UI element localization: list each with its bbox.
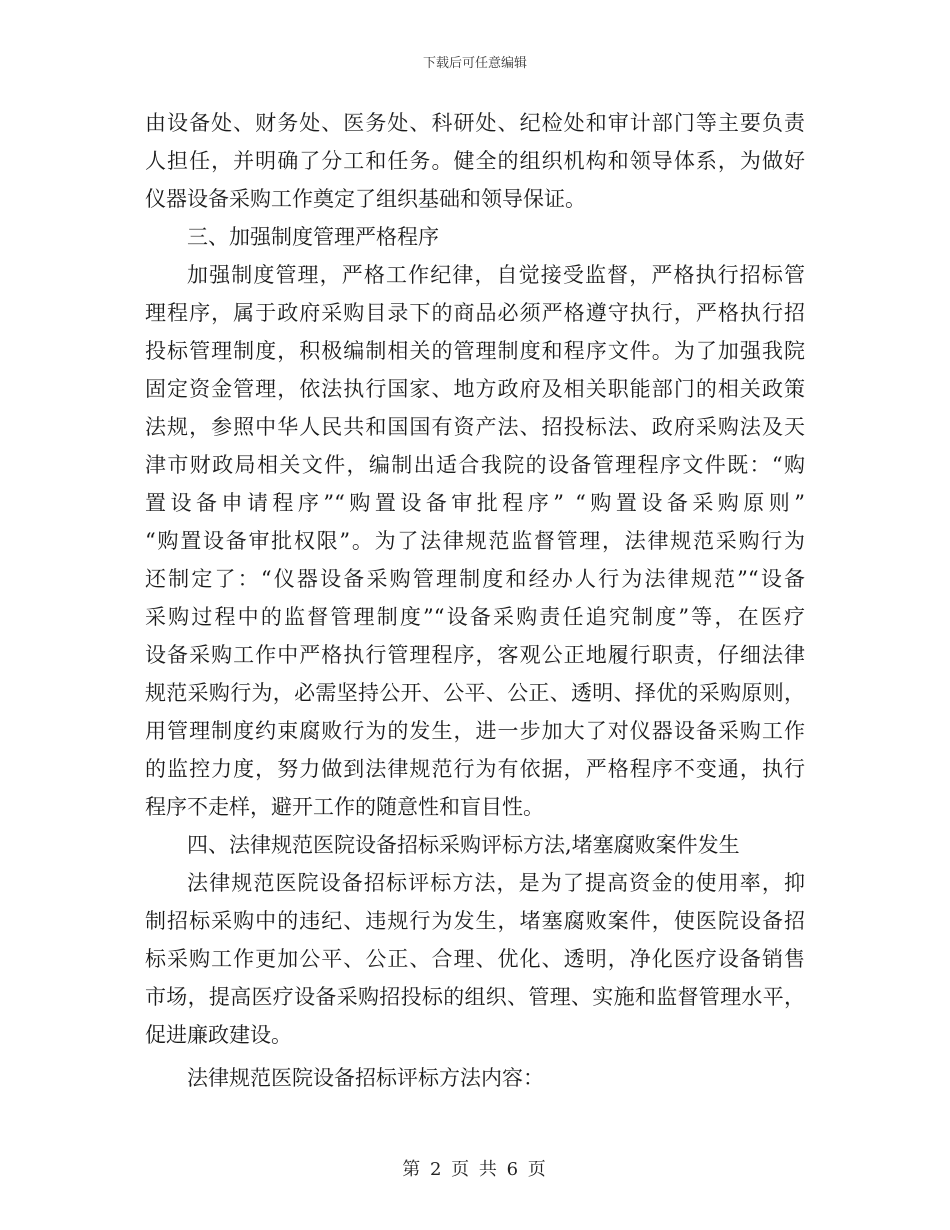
text-line: 人担任，并明确了分工和任务。健全的组织机构和领导体系，为做好 [145, 149, 805, 173]
section-heading: 四、法律规范医院设备招标采购评标方法,堵塞腐败案件发生 [187, 833, 740, 857]
page-header: 下载后可任意编辑 [422, 56, 527, 71]
text-line: 法规，参照中华人民共和国国有资产法、招投标法、政府采购法及天 [145, 415, 805, 439]
text-line: 用管理制度约束腐败行为的发生，进一步加大了对仪器设备采购工作 [145, 719, 805, 743]
text-line: 由设备处、财务处、医务处、科研处、纪检处和审计部门等主要负责 [145, 111, 805, 135]
text-line: 理程序，属于政府采购目录下的商品必须严格遵守执行，严格执行招 [145, 301, 805, 325]
page-footer: 第 2 页 共 6 页 [402, 1159, 548, 1180]
text-line: 法律规范医院设备招标评标方法内容： [187, 1066, 544, 1090]
text-line: 置设备申请程序”“购置设备审批程序” “购置设备采购原则” [145, 491, 805, 515]
text-line: 促进廉政建设。 [145, 1023, 292, 1047]
text-line: 法律规范医院设备招标评标方法，是为了提高资金的使用率，抑 [187, 871, 805, 895]
text-line: 加强制度管理，严格工作纪律，自觉接受监督，严格执行招标管 [187, 263, 805, 287]
text-line: 津市财政局相关文件，编制出适合我院的设备管理程序文件既：“购 [145, 453, 805, 477]
text-line: 市场，提高医疗设备采购招投标的组织、管理、实施和监督管理水平， [145, 985, 805, 1009]
section-heading: 三、加强制度管理严格程序 [187, 225, 439, 249]
text-line: 制招标采购中的违纪、违规行为发生，堵塞腐败案件，使医院设备招 [145, 909, 805, 933]
text-line: 设备采购工作中严格执行管理程序，客观公正地履行职责，仔细法律 [145, 643, 805, 667]
text-line: “购置设备审批权限”。为了法律规范监督管理，法律规范采购行为 [145, 529, 805, 553]
text-line: 规范采购行为，必需坚持公开、公平、公正、透明、择优的采购原则， [145, 681, 805, 705]
text-line: 的监控力度，努力做到法律规范行为有依据，严格程序不变通，执行 [145, 757, 805, 781]
document-body [145, 104, 805, 1097]
text-line: 还制定了：“仪器设备采购管理制度和经办人行为法律规范”“设备 [145, 567, 805, 591]
text-line: 固定资金管理，依法执行国家、地方政府及相关职能部门的相关政策 [145, 377, 805, 401]
text-line: 投标管理制度，积极编制相关的管理制度和程序文件。为了加强我院 [145, 339, 805, 363]
text-line: 仪器设备采购工作奠定了组织基础和领导保证。 [145, 187, 586, 211]
text-line: 采购过程中的监督管理制度”“设备采购责任追究制度”等，在医疗 [145, 605, 805, 629]
text-line: 程序不走样，避开工作的随意性和盲目性。 [145, 795, 544, 819]
text-line: 标采购工作更加公平、公正、合理、优化、透明，净化医疗设备销售 [145, 947, 805, 971]
